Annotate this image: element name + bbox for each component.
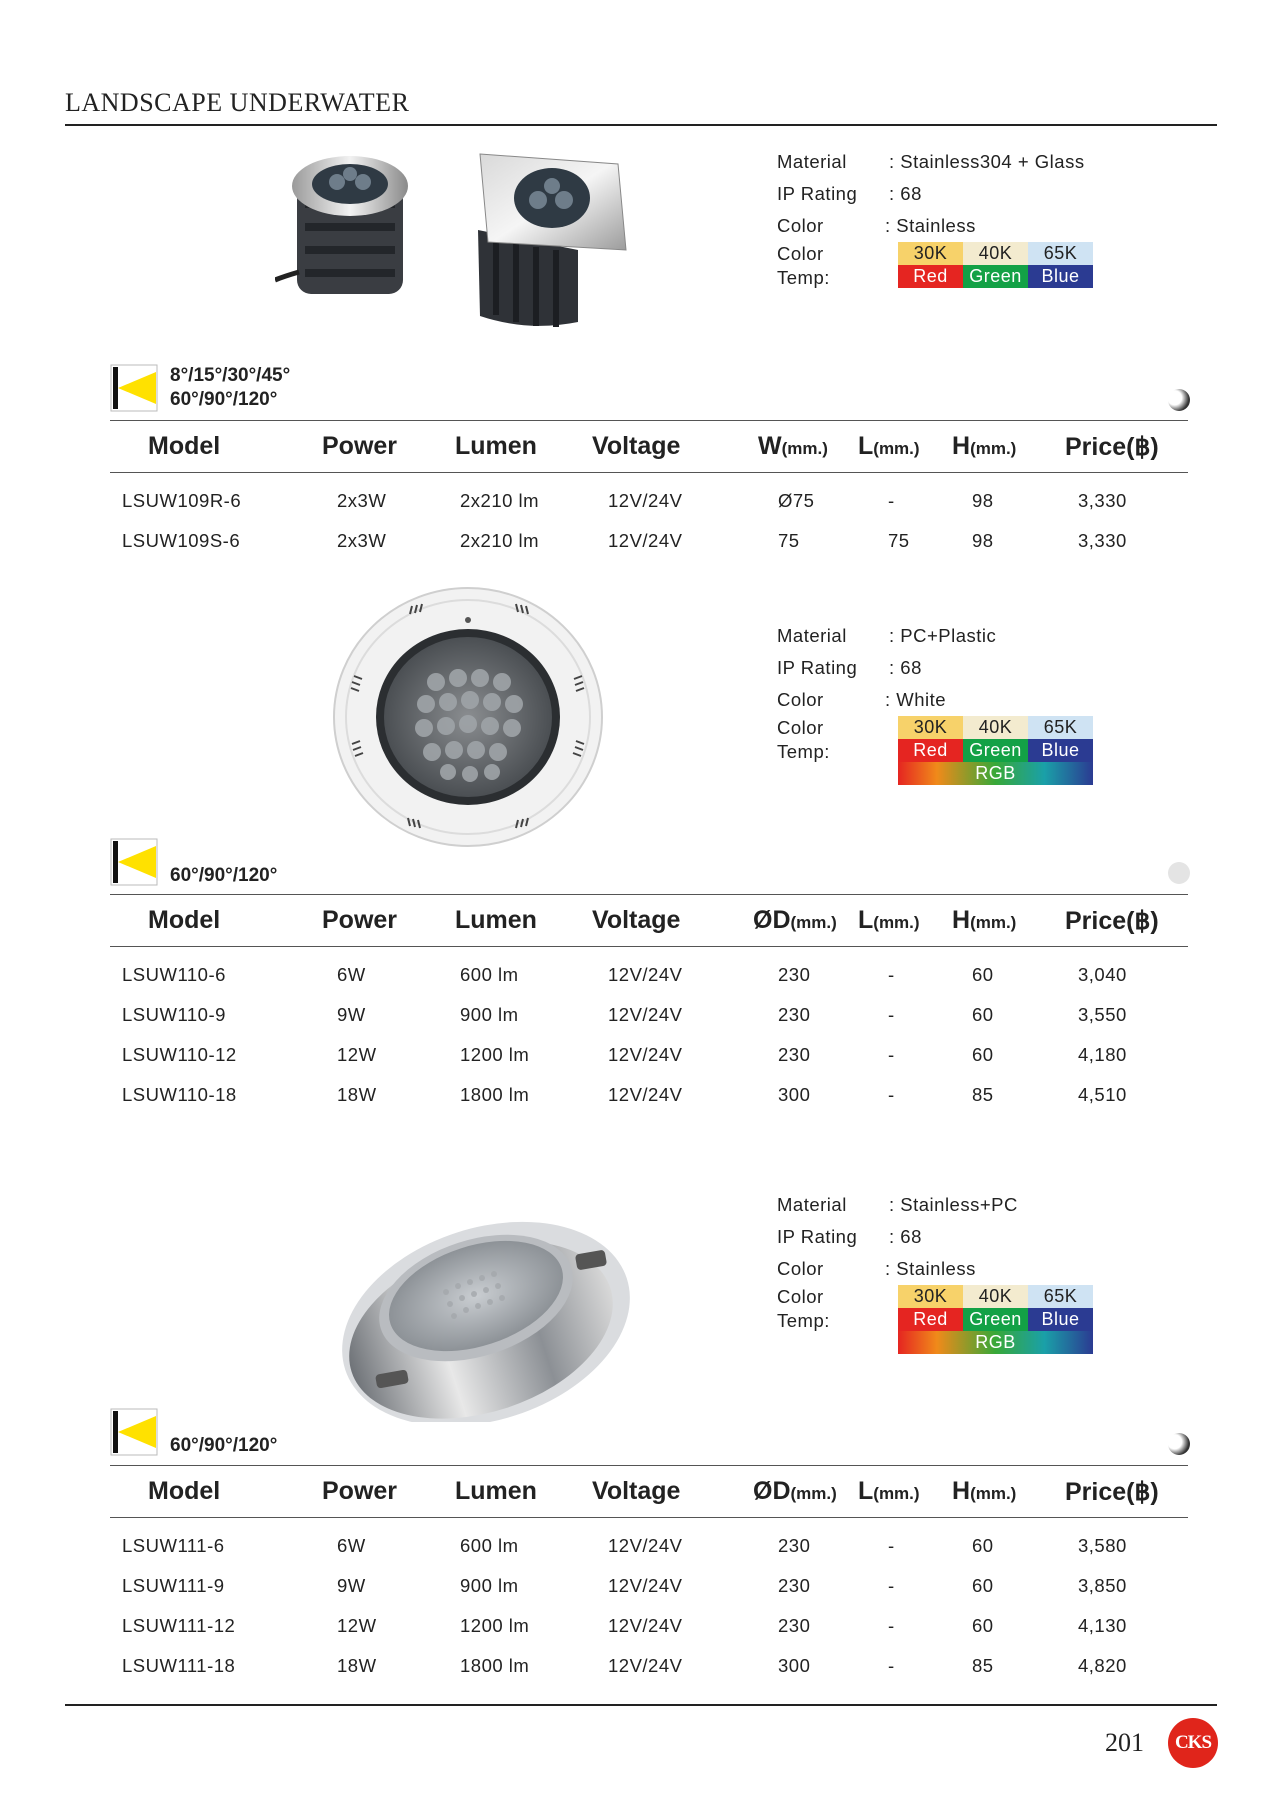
cell-dim2: - bbox=[888, 1004, 895, 1025]
swatch-65k: 65K bbox=[1028, 716, 1093, 739]
cell-dim3: 60 bbox=[972, 964, 994, 985]
section-marker-dot bbox=[1168, 389, 1190, 411]
table-row bbox=[110, 964, 1188, 1004]
cell-lumen: 1800 lm bbox=[460, 1655, 530, 1676]
page-number: 201 bbox=[1105, 1728, 1144, 1757]
col-dim2: L(mm.) bbox=[858, 432, 920, 460]
cell-dim2: - bbox=[888, 1084, 895, 1105]
table-header-rule bbox=[110, 894, 1188, 895]
cell-voltage: 12V/24V bbox=[608, 1615, 683, 1636]
header-divider bbox=[65, 124, 1217, 126]
cell-model: LSUW111-6 bbox=[122, 1535, 225, 1556]
cell-price: 4,180 bbox=[1078, 1044, 1127, 1065]
cell-dim3: 98 bbox=[972, 490, 994, 511]
cell-voltage: 12V/24V bbox=[608, 1084, 683, 1105]
swatch-65k: 65K bbox=[1028, 1285, 1093, 1308]
col-price: Price(฿) bbox=[1065, 907, 1159, 935]
cell-voltage: 12V/24V bbox=[608, 1004, 683, 1025]
section-marker-dot bbox=[1168, 862, 1190, 884]
col-model: Model bbox=[148, 1477, 221, 1505]
ip-rating-value: : 68 bbox=[889, 183, 922, 204]
cell-voltage: 12V/24V bbox=[608, 1575, 683, 1596]
cell-dim3: 60 bbox=[972, 1615, 994, 1636]
cell-price: 3,550 bbox=[1078, 1004, 1127, 1025]
cell-lumen: 2x210 lm bbox=[460, 490, 540, 511]
cell-lumen: 900 lm bbox=[460, 1575, 519, 1596]
color-label: Color bbox=[777, 1258, 824, 1279]
swatch-40k: 40K bbox=[963, 242, 1028, 265]
cell-power: 9W bbox=[337, 1575, 366, 1596]
cell-dim2: - bbox=[888, 1615, 895, 1636]
cell-dim2: - bbox=[888, 1655, 895, 1676]
swatch-blue: Blue bbox=[1028, 265, 1093, 288]
section-marker-dot bbox=[1168, 1433, 1190, 1455]
cell-power: 9W bbox=[337, 1004, 366, 1025]
cell-voltage: 12V/24V bbox=[608, 1044, 683, 1065]
table-row bbox=[110, 490, 1188, 530]
cell-dim1: 300 bbox=[778, 1655, 811, 1676]
ip-rating-label: IP Rating bbox=[777, 657, 858, 678]
material-value: : Stainless+PC bbox=[889, 1194, 1018, 1215]
cell-model: LSUW110-6 bbox=[122, 964, 226, 985]
cell-power: 2x3W bbox=[337, 490, 387, 511]
col-dim1: ØD(mm.) bbox=[753, 1477, 837, 1505]
cell-dim2: - bbox=[888, 1044, 895, 1065]
cell-model: LSUW111-9 bbox=[122, 1575, 225, 1596]
material-value: : PC+Plastic bbox=[889, 625, 997, 646]
cell-voltage: 12V/24V bbox=[608, 1655, 683, 1676]
col-power: Power bbox=[322, 906, 398, 934]
beam-angle-icon bbox=[110, 838, 158, 886]
col-price: Price(฿) bbox=[1065, 433, 1159, 461]
cell-dim3: 60 bbox=[972, 1004, 994, 1025]
col-model: Model bbox=[148, 906, 221, 934]
cell-dim1: 230 bbox=[778, 1575, 811, 1596]
cell-dim1: 230 bbox=[778, 1004, 811, 1025]
swatch-30k: 30K bbox=[898, 716, 963, 739]
product-image-round-recessed bbox=[275, 148, 425, 300]
cell-lumen: 2x210 lm bbox=[460, 530, 540, 551]
swatch-blue: Blue bbox=[1028, 739, 1093, 762]
cell-dim3: 85 bbox=[972, 1084, 994, 1105]
cell-price: 4,510 bbox=[1078, 1084, 1127, 1105]
col-dim3: H(mm.) bbox=[952, 906, 1017, 934]
col-dim2: L(mm.) bbox=[858, 1477, 920, 1505]
color-swatches bbox=[898, 716, 1093, 785]
cell-lumen: 1800 lm bbox=[460, 1084, 530, 1105]
cell-model: LSUW111-12 bbox=[122, 1615, 236, 1636]
cell-dim2: 75 bbox=[888, 530, 910, 551]
cell-power: 18W bbox=[337, 1655, 377, 1676]
cell-model: LSUW109S-6 bbox=[122, 530, 241, 551]
color-label: Color bbox=[777, 689, 824, 710]
material-label: Material bbox=[777, 151, 847, 172]
beam-angle-icon bbox=[110, 1408, 158, 1456]
cks-logo: CKS bbox=[1168, 1718, 1218, 1768]
beam-angle-icon bbox=[110, 364, 158, 412]
cell-dim3: 60 bbox=[972, 1044, 994, 1065]
color-value: : Stainless bbox=[885, 215, 976, 236]
cell-lumen: 600 lm bbox=[460, 1535, 519, 1556]
cell-power: 6W bbox=[337, 1535, 366, 1556]
ip-rating-value: : 68 bbox=[889, 1226, 922, 1247]
cell-dim1: 230 bbox=[778, 1535, 811, 1556]
ip-rating-value: : 68 bbox=[889, 657, 922, 678]
cell-price: 4,130 bbox=[1078, 1615, 1127, 1636]
table-row bbox=[110, 1615, 1188, 1655]
beam-angle-text-1: 8°/15°/30°/45° bbox=[170, 365, 291, 386]
swatch-green: Green bbox=[963, 739, 1028, 762]
table-row bbox=[110, 1004, 1188, 1044]
color-label: Color bbox=[777, 215, 824, 236]
table-row bbox=[110, 1655, 1188, 1695]
product-image-square-recessed bbox=[468, 150, 628, 330]
cell-power: 6W bbox=[337, 964, 366, 985]
cell-voltage: 12V/24V bbox=[608, 530, 683, 551]
cell-power: 18W bbox=[337, 1084, 377, 1105]
swatch-rgb: RGB bbox=[898, 1331, 1093, 1354]
cell-power: 12W bbox=[337, 1615, 377, 1636]
swatch-rgb: RGB bbox=[898, 762, 1093, 785]
col-lumen: Lumen bbox=[455, 1477, 537, 1505]
swatch-65k: 65K bbox=[1028, 242, 1093, 265]
col-dim3: H(mm.) bbox=[952, 432, 1017, 460]
cell-dim1: 230 bbox=[778, 1615, 811, 1636]
cell-price: 3,330 bbox=[1078, 490, 1127, 511]
cell-dim3: 85 bbox=[972, 1655, 994, 1676]
page-title: LANDSCAPE UNDERWATER bbox=[65, 88, 410, 117]
swatch-30k: 30K bbox=[898, 242, 963, 265]
col-dim1: ØD(mm.) bbox=[753, 906, 837, 934]
cell-voltage: 12V/24V bbox=[608, 1535, 683, 1556]
table-row bbox=[110, 1044, 1188, 1084]
ip-rating-label: IP Rating bbox=[777, 1226, 858, 1247]
swatch-green: Green bbox=[963, 265, 1028, 288]
swatch-30k: 30K bbox=[898, 1285, 963, 1308]
swatch-red: Red bbox=[898, 739, 963, 762]
cell-model: LSUW110-12 bbox=[122, 1044, 237, 1065]
product-image-stainless-wall bbox=[336, 1212, 636, 1422]
cell-lumen: 1200 lm bbox=[460, 1044, 530, 1065]
cell-lumen: 600 lm bbox=[460, 964, 519, 985]
cell-dim2: - bbox=[888, 490, 895, 511]
swatch-red: Red bbox=[898, 1308, 963, 1331]
swatch-red: Red bbox=[898, 265, 963, 288]
col-lumen: Lumen bbox=[455, 906, 537, 934]
cell-model: LSUW110-9 bbox=[122, 1004, 226, 1025]
cell-model: LSUW109R-6 bbox=[122, 490, 242, 511]
cell-voltage: 12V/24V bbox=[608, 490, 683, 511]
beam-angle-text: 60°/90°/120° bbox=[170, 1435, 278, 1456]
swatch-40k: 40K bbox=[963, 716, 1028, 739]
col-voltage: Voltage bbox=[592, 1477, 681, 1505]
material-value: : Stainless304 + Glass bbox=[889, 151, 1085, 172]
cell-dim1: Ø75 bbox=[778, 490, 815, 511]
product-image-round-wall-pc bbox=[332, 586, 604, 848]
color-value: : Stainless bbox=[885, 1258, 976, 1279]
cell-price: 3,330 bbox=[1078, 530, 1127, 551]
cell-model: LSUW111-18 bbox=[122, 1655, 236, 1676]
col-dim3: H(mm.) bbox=[952, 1477, 1017, 1505]
table-header-rule bbox=[110, 420, 1188, 421]
table-row bbox=[110, 1535, 1188, 1575]
cell-price: 4,820 bbox=[1078, 1655, 1127, 1676]
ip-rating-label: IP Rating bbox=[777, 183, 858, 204]
col-voltage: Voltage bbox=[592, 432, 681, 460]
col-power: Power bbox=[322, 1477, 398, 1505]
cell-price: 3,850 bbox=[1078, 1575, 1127, 1596]
col-lumen: Lumen bbox=[455, 432, 537, 460]
table-row bbox=[110, 1084, 1188, 1124]
footer-divider bbox=[65, 1704, 1217, 1706]
swatch-green: Green bbox=[963, 1308, 1028, 1331]
color-swatches bbox=[898, 242, 1093, 288]
cell-dim1: 300 bbox=[778, 1084, 811, 1105]
col-model: Model bbox=[148, 432, 221, 460]
cell-dim1: 230 bbox=[778, 964, 811, 985]
table-header-rule bbox=[110, 472, 1188, 473]
col-dim1: W(mm.) bbox=[758, 432, 828, 460]
beam-angle-text: 60°/90°/120° bbox=[170, 865, 278, 886]
cell-voltage: 12V/24V bbox=[608, 964, 683, 985]
table-header-rule bbox=[110, 1465, 1188, 1466]
cell-price: 3,580 bbox=[1078, 1535, 1127, 1556]
cell-model: LSUW110-18 bbox=[122, 1084, 237, 1105]
beam-angle-text-2: 60°/90°/120° bbox=[170, 389, 278, 410]
material-label: Material bbox=[777, 625, 847, 646]
cell-power: 12W bbox=[337, 1044, 377, 1065]
color-temp-label: Color Temp: bbox=[777, 717, 830, 762]
cell-dim1: 230 bbox=[778, 1044, 811, 1065]
cell-dim1: 75 bbox=[778, 530, 800, 551]
color-temp-label: Color Temp: bbox=[777, 243, 830, 288]
table-header-rule bbox=[110, 946, 1188, 947]
col-voltage: Voltage bbox=[592, 906, 681, 934]
color-temp-label: Color Temp: bbox=[777, 1286, 830, 1331]
swatch-40k: 40K bbox=[963, 1285, 1028, 1308]
cell-dim3: 60 bbox=[972, 1575, 994, 1596]
cell-price: 3,040 bbox=[1078, 964, 1127, 985]
color-swatches bbox=[898, 1285, 1093, 1354]
cell-dim3: 60 bbox=[972, 1535, 994, 1556]
table-row bbox=[110, 530, 1188, 570]
cell-dim3: 98 bbox=[972, 530, 994, 551]
cell-dim2: - bbox=[888, 1535, 895, 1556]
cell-dim2: - bbox=[888, 964, 895, 985]
cell-dim2: - bbox=[888, 1575, 895, 1596]
col-power: Power bbox=[322, 432, 398, 460]
swatch-blue: Blue bbox=[1028, 1308, 1093, 1331]
col-dim2: L(mm.) bbox=[858, 906, 920, 934]
cell-lumen: 1200 lm bbox=[460, 1615, 530, 1636]
cell-lumen: 900 lm bbox=[460, 1004, 519, 1025]
material-label: Material bbox=[777, 1194, 847, 1215]
table-row bbox=[110, 1575, 1188, 1615]
cell-power: 2x3W bbox=[337, 530, 387, 551]
table-header-rule bbox=[110, 1517, 1188, 1518]
col-price: Price(฿) bbox=[1065, 1478, 1159, 1506]
color-value: : White bbox=[885, 689, 947, 710]
